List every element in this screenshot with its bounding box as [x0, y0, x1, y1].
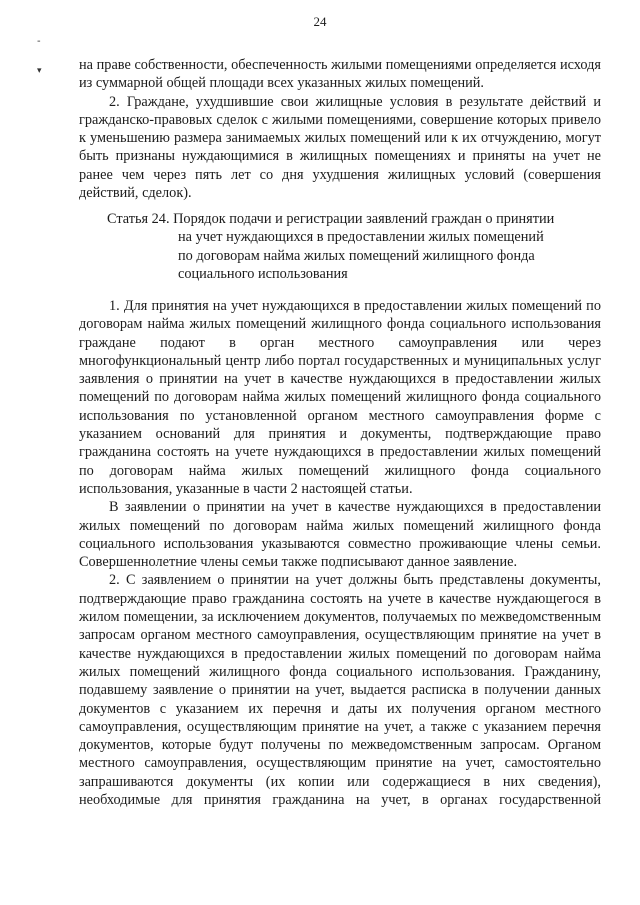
paragraph-application: В заявлении о принятии на учет в качестве нуждающихся в предоставлении жилых помещений по договорам найма жилых помещений жилищного фонда социального использования указываются совместно проживающие члены семьи. Совершеннолетние члены семьи также подписывают данное заявление. [79, 499, 601, 571]
article-heading-line: по договорам найма жилых помещений жилищного фонда [178, 247, 535, 264]
margin-dash-mark: - [37, 36, 41, 47]
page-number: 24 [313, 14, 327, 29]
article-heading [107, 210, 607, 283]
article-heading-line: социального использования [178, 265, 348, 282]
article-heading-line: Статья 24. Порядок подачи и регистрации заявлений граждан о принятии [107, 211, 555, 227]
paragraph-part-2: 2. С заявлением о принятии на учет должны быть представлены документы, подтверждающие право гражданина состоять на учете в качестве нуждающегося в жилом помещении, за исключением документов, получаемых по межведомственным запросам органом местного самоуправления, осуществляющим принятие на учет в качестве нуждающихся в предоставлении жилых помещений по договорам найма жилых помещений жилищного фонда социального использования. Гражданину, подавшему заявление о принятии на учет, выдается расписка в получении данных документов с указанием их перечня и даты их получения органом местного самоуправления, осуществляющим принятие на учет, а также с указанием перечня документов, которые будут получены по межведомственным запросам. Органом местного самоуправления, осуществляющим принятие на учет, самостоятельно запрашиваются документы (их копии или содержащиеся в них сведения), необходимые для принятия гражданина на учет, в органах государственной [79, 572, 601, 809]
top-paragraphs [79, 56, 601, 202]
article-body [79, 297, 601, 809]
paragraph-part-1: 1. Для принятия на учет нуждающихся в предоставлении жилых помещений по договорам найма жилых помещений жилищного фонда социального использования граждане подают в орган местного самоуправления или через многофункциональный центр либо портал государственных и муниципальных услуг заявления о принятии на учет в качестве нуждающихся в предоставлении жилых помещений по договорам найма жилых помещений жилищного фонда социального использования по установленной органом местного самоуправления форме с указанием оснований для принятия и документы, подтверждающие право гражданина состоять на учете нуждающихся в предоставлении жилых помещений по договорам найма жилых помещений жилищного фонда социального использования, указанные в части 2 настоящей статьи. [79, 298, 601, 497]
paragraph-continuation: на праве собственности, обеспеченность жилыми помещениями определяется исходя из суммарной общей площади всех указанных жилых помещений. [79, 57, 601, 92]
article-heading-line: на учет нуждающихся в предоставлении жилых помещений [178, 229, 544, 246]
margin-arrow-mark: ▾ [37, 66, 42, 76]
paragraph-item-2: 2. Граждане, ухудшившие свои жилищные условия в результате действий и гражданско-правовых сделок с жилыми помещениями, совершение которых привело к уменьшению размера занимаемых жилых помещений или к их отчуждению, могут быть признаны нуждающимися в жилищных помещениях и приняты на учет не ранее чем через пять лет со дня ухудшения жилищных условий (совершения действий, сделок). [79, 93, 601, 202]
